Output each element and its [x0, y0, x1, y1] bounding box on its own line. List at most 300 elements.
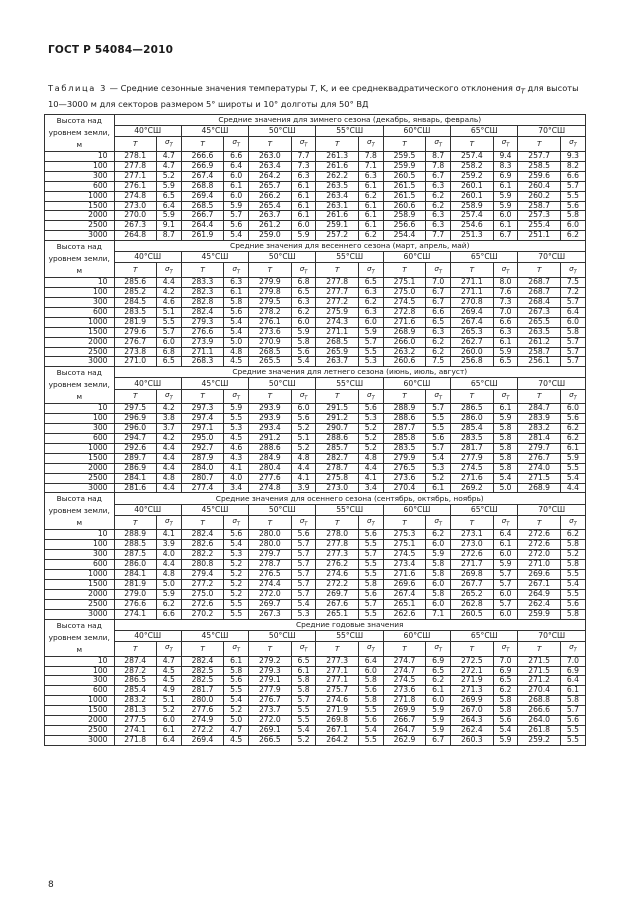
- height-cell: 3000: [45, 609, 115, 619]
- table-row: [45, 307, 586, 317]
- sigma-cell: 5.8: [560, 540, 585, 550]
- temperature-cell: 288.9: [114, 530, 156, 540]
- sigma-cell: 5.8: [493, 424, 518, 434]
- temperature-cell: 284.0: [181, 463, 223, 473]
- temperature-cell: 261.5: [383, 191, 425, 201]
- temperature-symbol: T: [451, 389, 493, 404]
- temperature-cell: 277.1: [316, 676, 358, 686]
- temperature-cell: 279.8: [249, 288, 291, 298]
- sigma-cell: 5.6: [224, 676, 249, 686]
- sigma-cell: 5.7: [358, 337, 383, 347]
- temperature-cell: 266.6: [518, 706, 560, 716]
- temperature-symbol: T: [249, 389, 291, 404]
- sigma-cell: 5.9: [291, 327, 316, 337]
- temperature-cell: 278.7: [249, 560, 291, 570]
- sigma-cell: 6.3: [358, 288, 383, 298]
- latitude-header: 45°СШ: [181, 630, 248, 641]
- table-caption-lead: Таблица 3: [48, 83, 108, 93]
- sigma-subscript: T: [169, 142, 173, 149]
- table-row: [45, 686, 586, 696]
- sigma-cell: 6.4: [156, 201, 181, 211]
- temperature-cell: 268.7: [518, 278, 560, 288]
- temperature-cell: 280.0: [181, 696, 223, 706]
- sigma-cell: 5.2: [358, 443, 383, 453]
- sigma-cell: 5.8: [493, 453, 518, 463]
- height-cell: 2500: [45, 221, 115, 231]
- latitude-header-row: [45, 630, 586, 641]
- sigma-cell: 5.2: [224, 580, 249, 590]
- latitude-header: 70°СШ: [518, 378, 586, 389]
- temperature-cell: 265.1: [316, 609, 358, 619]
- sigma-cell: 4.2: [156, 434, 181, 444]
- temperature-cell: 267.0: [451, 706, 493, 716]
- sigma-cell: 5.5: [426, 424, 451, 434]
- temperature-cell: 267.4: [383, 589, 425, 599]
- sigma-cell: 6.4: [560, 676, 585, 686]
- temperature-symbol: T: [518, 137, 560, 152]
- latitude-header: 55°СШ: [316, 378, 383, 389]
- sigma-cell: 9.4: [493, 152, 518, 162]
- sigma-cell: 6.0: [560, 404, 585, 414]
- temperature-cell: 271.1: [316, 327, 358, 337]
- sigma-cell: 5.1: [291, 434, 316, 444]
- latitude-header: 55°СШ: [316, 630, 383, 641]
- temperature-cell: 260.6: [383, 357, 425, 367]
- sigma-cell: 6.2: [156, 599, 181, 609]
- temperature-cell: 272.0: [249, 589, 291, 599]
- sigma-cell: 6.0: [358, 666, 383, 676]
- sigma-cell: 5.6: [291, 347, 316, 357]
- temperature-cell: 258.9: [451, 201, 493, 211]
- temperature-cell: 269.8: [451, 570, 493, 580]
- table-row: [45, 297, 586, 307]
- temperature-cell: 265.7: [249, 181, 291, 191]
- sigma-cell: 5.7: [560, 357, 585, 367]
- temperature-cell: 264.9: [518, 589, 560, 599]
- sigma-subscript: T: [371, 142, 375, 149]
- temperature-cell: 284.1: [114, 473, 156, 483]
- temperature-cell: 266.6: [181, 152, 223, 162]
- sigma-cell: 6.3: [358, 171, 383, 181]
- temperature-cell: 281.4: [518, 434, 560, 444]
- temperature-cell: 261.6: [316, 211, 358, 221]
- temperature-cell: 279.1: [249, 676, 291, 686]
- sigma-symbol: [560, 515, 585, 530]
- sigma-cell: 6.5: [426, 317, 451, 327]
- sigma-cell: 6.0: [224, 171, 249, 181]
- temperature-cell: 264.8: [114, 231, 156, 241]
- sigma-cell: 6.2: [426, 530, 451, 540]
- temperature-cell: 263.4: [316, 191, 358, 201]
- latitude-header: 45°СШ: [181, 378, 248, 389]
- sigma-symbol: [156, 515, 181, 530]
- temperature-symbol: T: [249, 137, 291, 152]
- sigma-cell: 5.6: [224, 307, 249, 317]
- sigma-cell: 4.8: [224, 347, 249, 357]
- temperature-cell: 268.8: [181, 181, 223, 191]
- sigma-cell: 5.8: [560, 696, 585, 706]
- sigma-cell: 6.2: [426, 347, 451, 357]
- sigma-cell: 5.7: [358, 599, 383, 609]
- temperature-cell: 276.2: [316, 560, 358, 570]
- sigma-cell: 5.9: [426, 716, 451, 726]
- sigma-cell: 6.9: [560, 666, 585, 676]
- height-cell: 300: [45, 424, 115, 434]
- sigma-letter: σ: [232, 389, 237, 399]
- sigma-cell: 4.5: [224, 735, 249, 745]
- height-cell: 1500: [45, 201, 115, 211]
- sigma-cell: 6.5: [358, 278, 383, 288]
- table-row: [45, 550, 586, 560]
- temperature-cell: 275.3: [383, 530, 425, 540]
- sigma-letter: σ: [165, 389, 170, 399]
- sigma-cell: 5.7: [493, 570, 518, 580]
- temperature-cell: 263.7: [249, 211, 291, 221]
- sigma-cell: 5.5: [560, 725, 585, 735]
- sigma-cell: 6.1: [426, 686, 451, 696]
- temperature-cell: 269.9: [383, 706, 425, 716]
- symbol-header-row: [45, 137, 586, 152]
- sigma-symbol: [156, 389, 181, 404]
- temperature-cell: 271.8: [383, 696, 425, 706]
- latitude-header: 65°СШ: [451, 126, 518, 137]
- temperature-cell: 260.1: [451, 191, 493, 201]
- sigma-cell: 6.0: [493, 589, 518, 599]
- temperature-cell: 285.8: [383, 434, 425, 444]
- temperature-cell: 278.2: [249, 307, 291, 317]
- temperature-cell: 279.7: [249, 550, 291, 560]
- sigma-cell: 5.4: [560, 473, 585, 483]
- sigma-cell: 5.3: [358, 357, 383, 367]
- temperature-cell: 266.7: [181, 211, 223, 221]
- temperature-cell: 268.7: [518, 288, 560, 298]
- height-cell: 300: [45, 676, 115, 686]
- latitude-header-row: [45, 252, 586, 263]
- section-title: Средние значения для весеннего сезона (март, апрель, май): [114, 241, 586, 252]
- temperature-cell: 266.2: [249, 191, 291, 201]
- sigma-cell: 5.0: [224, 337, 249, 347]
- sigma-cell: 6.5: [156, 191, 181, 201]
- temperature-cell: 277.8: [316, 278, 358, 288]
- height-cell: 300: [45, 171, 115, 181]
- temperature-symbol: T: [249, 515, 291, 530]
- sigma-cell: 5.9: [358, 327, 383, 337]
- sigma-cell: 5.9: [224, 404, 249, 414]
- sigma-cell: 6.1: [493, 404, 518, 414]
- sigma-cell: 5.7: [358, 550, 383, 560]
- sigma-symbol: [224, 641, 249, 656]
- sigma-symbol: [426, 515, 451, 530]
- temperature-cell: 265.3: [451, 327, 493, 337]
- sigma-cell: 5.7: [426, 443, 451, 453]
- sigma-symbol: [358, 137, 383, 152]
- sigma-letter: σ: [367, 263, 372, 273]
- temperature-cell: 260.1: [451, 181, 493, 191]
- table-row: [45, 152, 586, 162]
- temperature-cell: 279.9: [249, 278, 291, 288]
- sigma-symbol: [224, 137, 249, 152]
- temperature-symbol: T: [316, 515, 358, 530]
- temperature-cell: 270.9: [249, 337, 291, 347]
- temperature-cell: 274.6: [316, 696, 358, 706]
- temperature-cell: 276.6: [181, 327, 223, 337]
- sigma-cell: 5.6: [560, 599, 585, 609]
- temperature-cell: 268.5: [316, 337, 358, 347]
- sigma-cell: 7.2: [560, 288, 585, 298]
- temperature-cell: 277.8: [114, 161, 156, 171]
- sigma-subscript: T: [506, 521, 510, 528]
- sigma-letter: σ: [569, 263, 574, 273]
- sigma-cell: 4.7: [156, 152, 181, 162]
- sigma-cell: 4.0: [224, 473, 249, 483]
- temperature-cell: 276.1: [249, 317, 291, 327]
- symbol-header-row: [45, 263, 586, 278]
- sigma-cell: 3.9: [156, 540, 181, 550]
- temperature-symbol: T: [181, 137, 223, 152]
- sigma-cell: 5.8: [358, 580, 383, 590]
- temperature-cell: 261.8: [518, 725, 560, 735]
- sigma-cell: 6.0: [156, 337, 181, 347]
- sigma-cell: 6.2: [358, 191, 383, 201]
- sigma-cell: 5.9: [493, 347, 518, 357]
- sigma-cell: 4.8: [156, 473, 181, 483]
- temperature-cell: 275.8: [316, 473, 358, 483]
- temperature-cell: 276.5: [249, 570, 291, 580]
- height-cell: 600: [45, 560, 115, 570]
- temperature-cell: 261.5: [383, 181, 425, 191]
- height-cell: 600: [45, 307, 115, 317]
- temperature-cell: 272.5: [451, 656, 493, 666]
- temperature-cell: 291.5: [316, 404, 358, 414]
- sigma-subscript: T: [438, 647, 442, 654]
- sigma-cell: 6.5: [291, 288, 316, 298]
- sigma-cell: 5.2: [224, 560, 249, 570]
- sigma-cell: 4.1: [156, 530, 181, 540]
- temperature-cell: 283.5: [383, 443, 425, 453]
- sigma-cell: 8.7: [426, 152, 451, 162]
- table-row: [45, 161, 586, 171]
- table-row: [45, 463, 586, 473]
- table-row: [45, 570, 586, 580]
- latitude-header: 45°СШ: [181, 252, 248, 263]
- table-row: [45, 716, 586, 726]
- height-cell: 1000: [45, 443, 115, 453]
- temperature-symbol: T: [383, 389, 425, 404]
- sigma-cell: 6.0: [358, 317, 383, 327]
- temperature-cell: 282.5: [181, 666, 223, 676]
- temperature-cell: 270.8: [451, 297, 493, 307]
- sigma-cell: 4.8: [156, 570, 181, 580]
- temperature-cell: 290.7: [316, 424, 358, 434]
- sigma-letter: σ: [434, 515, 439, 525]
- temperature-cell: 271.0: [114, 357, 156, 367]
- sigma-cell: 6.4: [560, 307, 585, 317]
- sigma-cell: 6.7: [426, 735, 451, 745]
- sigma-cell: 6.9: [426, 656, 451, 666]
- temperature-cell: 264.4: [181, 221, 223, 231]
- temperature-cell: 274.9: [181, 716, 223, 726]
- height-cell: 2000: [45, 337, 115, 347]
- temperature-cell: 283.2: [518, 424, 560, 434]
- temperature-symbol: T: [114, 389, 156, 404]
- sigma-symbol: [358, 389, 383, 404]
- latitude-header: 40°СШ: [114, 126, 181, 137]
- temperature-cell: 277.9: [451, 453, 493, 463]
- sigma-cell: 6.5: [493, 676, 518, 686]
- latitude-header: 50°СШ: [249, 126, 316, 137]
- sigma-cell: 6.0: [156, 716, 181, 726]
- sigma-letter: σ: [434, 137, 439, 147]
- sigma-subscript: T: [506, 142, 510, 149]
- temperature-cell: 269.4: [181, 191, 223, 201]
- sigma-cell: 5.0: [224, 716, 249, 726]
- sigma-letter: σ: [367, 642, 372, 652]
- temperature-cell: 261.2: [249, 221, 291, 231]
- temperature-cell: 287.4: [114, 656, 156, 666]
- sigma-cell: 5.7: [291, 580, 316, 590]
- sigma-cell: 5.7: [560, 297, 585, 307]
- sigma-cell: 4.7: [224, 725, 249, 735]
- temperature-cell: 271.6: [383, 317, 425, 327]
- sigma-letter: σ: [501, 642, 507, 652]
- sigma-cell: 5.8: [291, 686, 316, 696]
- sigma-cell: 5.5: [560, 589, 585, 599]
- sigma-cell: 5.6: [560, 201, 585, 211]
- sigma-cell: 6.0: [426, 696, 451, 706]
- sigma-cell: 5.9: [426, 725, 451, 735]
- temperature-cell: 266.0: [383, 337, 425, 347]
- temperature-cell: 276.6: [114, 599, 156, 609]
- height-cell: 300: [45, 550, 115, 560]
- sigma-cell: 6.1: [291, 181, 316, 191]
- sigma-symbol: [156, 641, 181, 656]
- temperature-cell: 285.6: [114, 278, 156, 288]
- temperature-cell: 267.4: [451, 317, 493, 327]
- sigma-letter: σ: [501, 137, 507, 147]
- temperature-cell: 286.5: [451, 404, 493, 414]
- temperature-symbol: T: [383, 137, 425, 152]
- sigma-letter: σ: [299, 137, 305, 147]
- sigma-cell: 4.4: [291, 463, 316, 473]
- sigma-cell: 6.2: [560, 530, 585, 540]
- temperature-cell: 265.5: [249, 357, 291, 367]
- sigma-subscript: T: [236, 521, 240, 528]
- latitude-header-row: [45, 126, 586, 137]
- sigma-subscript: T: [371, 521, 375, 528]
- temperature-cell: 271.7: [451, 560, 493, 570]
- temperature-cell: 272.1: [451, 666, 493, 676]
- sigma-cell: 7.8: [426, 161, 451, 171]
- sigma-cell: 5.7: [560, 347, 585, 357]
- sigma-cell: 4.2: [156, 404, 181, 414]
- temperature-cell: 260.5: [451, 609, 493, 619]
- temperature-cell: 269.7: [249, 599, 291, 609]
- temperature-cell: 276.7: [249, 696, 291, 706]
- sigma-cell: 4.2: [156, 288, 181, 298]
- sigma-cell: 9.1: [156, 221, 181, 231]
- temperature-cell: 282.6: [181, 540, 223, 550]
- sigma-subscript: T: [573, 395, 577, 402]
- sigma-cell: 6.3: [224, 278, 249, 288]
- sigma-subscript: T: [304, 269, 308, 276]
- sigma-cell: 6.1: [291, 191, 316, 201]
- table-row: [45, 696, 586, 706]
- temperature-cell: 288.5: [114, 540, 156, 550]
- sigma-cell: 5.8: [426, 570, 451, 580]
- sigma-cell: 6.1: [224, 288, 249, 298]
- table-row: [45, 327, 586, 337]
- sigma-cell: 6.1: [560, 686, 585, 696]
- height-cell: 2000: [45, 716, 115, 726]
- sigma-cell: 4.6: [224, 443, 249, 453]
- sigma-cell: 5.4: [291, 725, 316, 735]
- temperature-symbol: T: [249, 263, 291, 278]
- table-row: [45, 424, 586, 434]
- sigma-cell: 5.3: [426, 463, 451, 473]
- sigma-cell: 5.8: [560, 609, 585, 619]
- temperature-cell: 268.5: [249, 347, 291, 357]
- temperature-cell: 281.6: [114, 483, 156, 493]
- temperature-cell: 279.7: [518, 443, 560, 453]
- temperature-cell: 276.1: [114, 181, 156, 191]
- latitude-header: 65°СШ: [451, 504, 518, 515]
- sigma-cell: 5.8: [224, 666, 249, 676]
- temperature-cell: 288.6: [383, 414, 425, 424]
- sigma-subscript: T: [573, 647, 577, 654]
- sigma-cell: 6.7: [493, 231, 518, 241]
- sigma-cell: 6.2: [358, 231, 383, 241]
- sigma-cell: 5.4: [493, 725, 518, 735]
- sigma-cell: 6.0: [493, 211, 518, 221]
- sigma-cell: 5.4: [291, 357, 316, 367]
- table-row: [45, 171, 586, 181]
- height-cell: 100: [45, 288, 115, 298]
- latitude-header-row: [45, 504, 586, 515]
- temperature-symbol: T: [181, 263, 223, 278]
- table-row: [45, 181, 586, 191]
- sigma-subscript: T: [236, 269, 240, 276]
- sigma-subscript: T: [169, 395, 173, 402]
- table-row: [45, 530, 586, 540]
- sigma-letter: σ: [165, 642, 170, 652]
- temperature-symbol: T: [451, 263, 493, 278]
- temperature-cell: 269.2: [451, 483, 493, 493]
- table-row: [45, 317, 586, 327]
- sigma-cell: 5.7: [560, 181, 585, 191]
- height-cell: 1000: [45, 317, 115, 327]
- temperature-cell: 293.4: [249, 424, 291, 434]
- sigma-cell: 6.2: [493, 686, 518, 696]
- sigma-cell: 6.3: [358, 307, 383, 317]
- sigma-cell: 6.7: [426, 171, 451, 181]
- temperature-cell: 278.1: [114, 152, 156, 162]
- sigma-cell: 5.8: [426, 560, 451, 570]
- temperature-cell: 286.5: [114, 676, 156, 686]
- temperature-cell: 275.0: [181, 589, 223, 599]
- height-cell: 1500: [45, 327, 115, 337]
- sigma-cell: 5.8: [291, 337, 316, 347]
- sigma-cell: 6.0: [426, 599, 451, 609]
- temperature-cell: 272.6: [518, 540, 560, 550]
- section-title: Средние значения для летнего сезона (июнь, июль, август): [114, 367, 586, 378]
- temperature-cell: 287.2: [114, 666, 156, 676]
- sigma-cell: 5.2: [224, 706, 249, 716]
- latitude-header: 65°СШ: [451, 252, 518, 263]
- sigma-cell: 6.2: [291, 307, 316, 317]
- sigma-cell: 6.1: [358, 181, 383, 191]
- temperature-cell: 265.5: [518, 317, 560, 327]
- sigma-subscript: T: [371, 269, 375, 276]
